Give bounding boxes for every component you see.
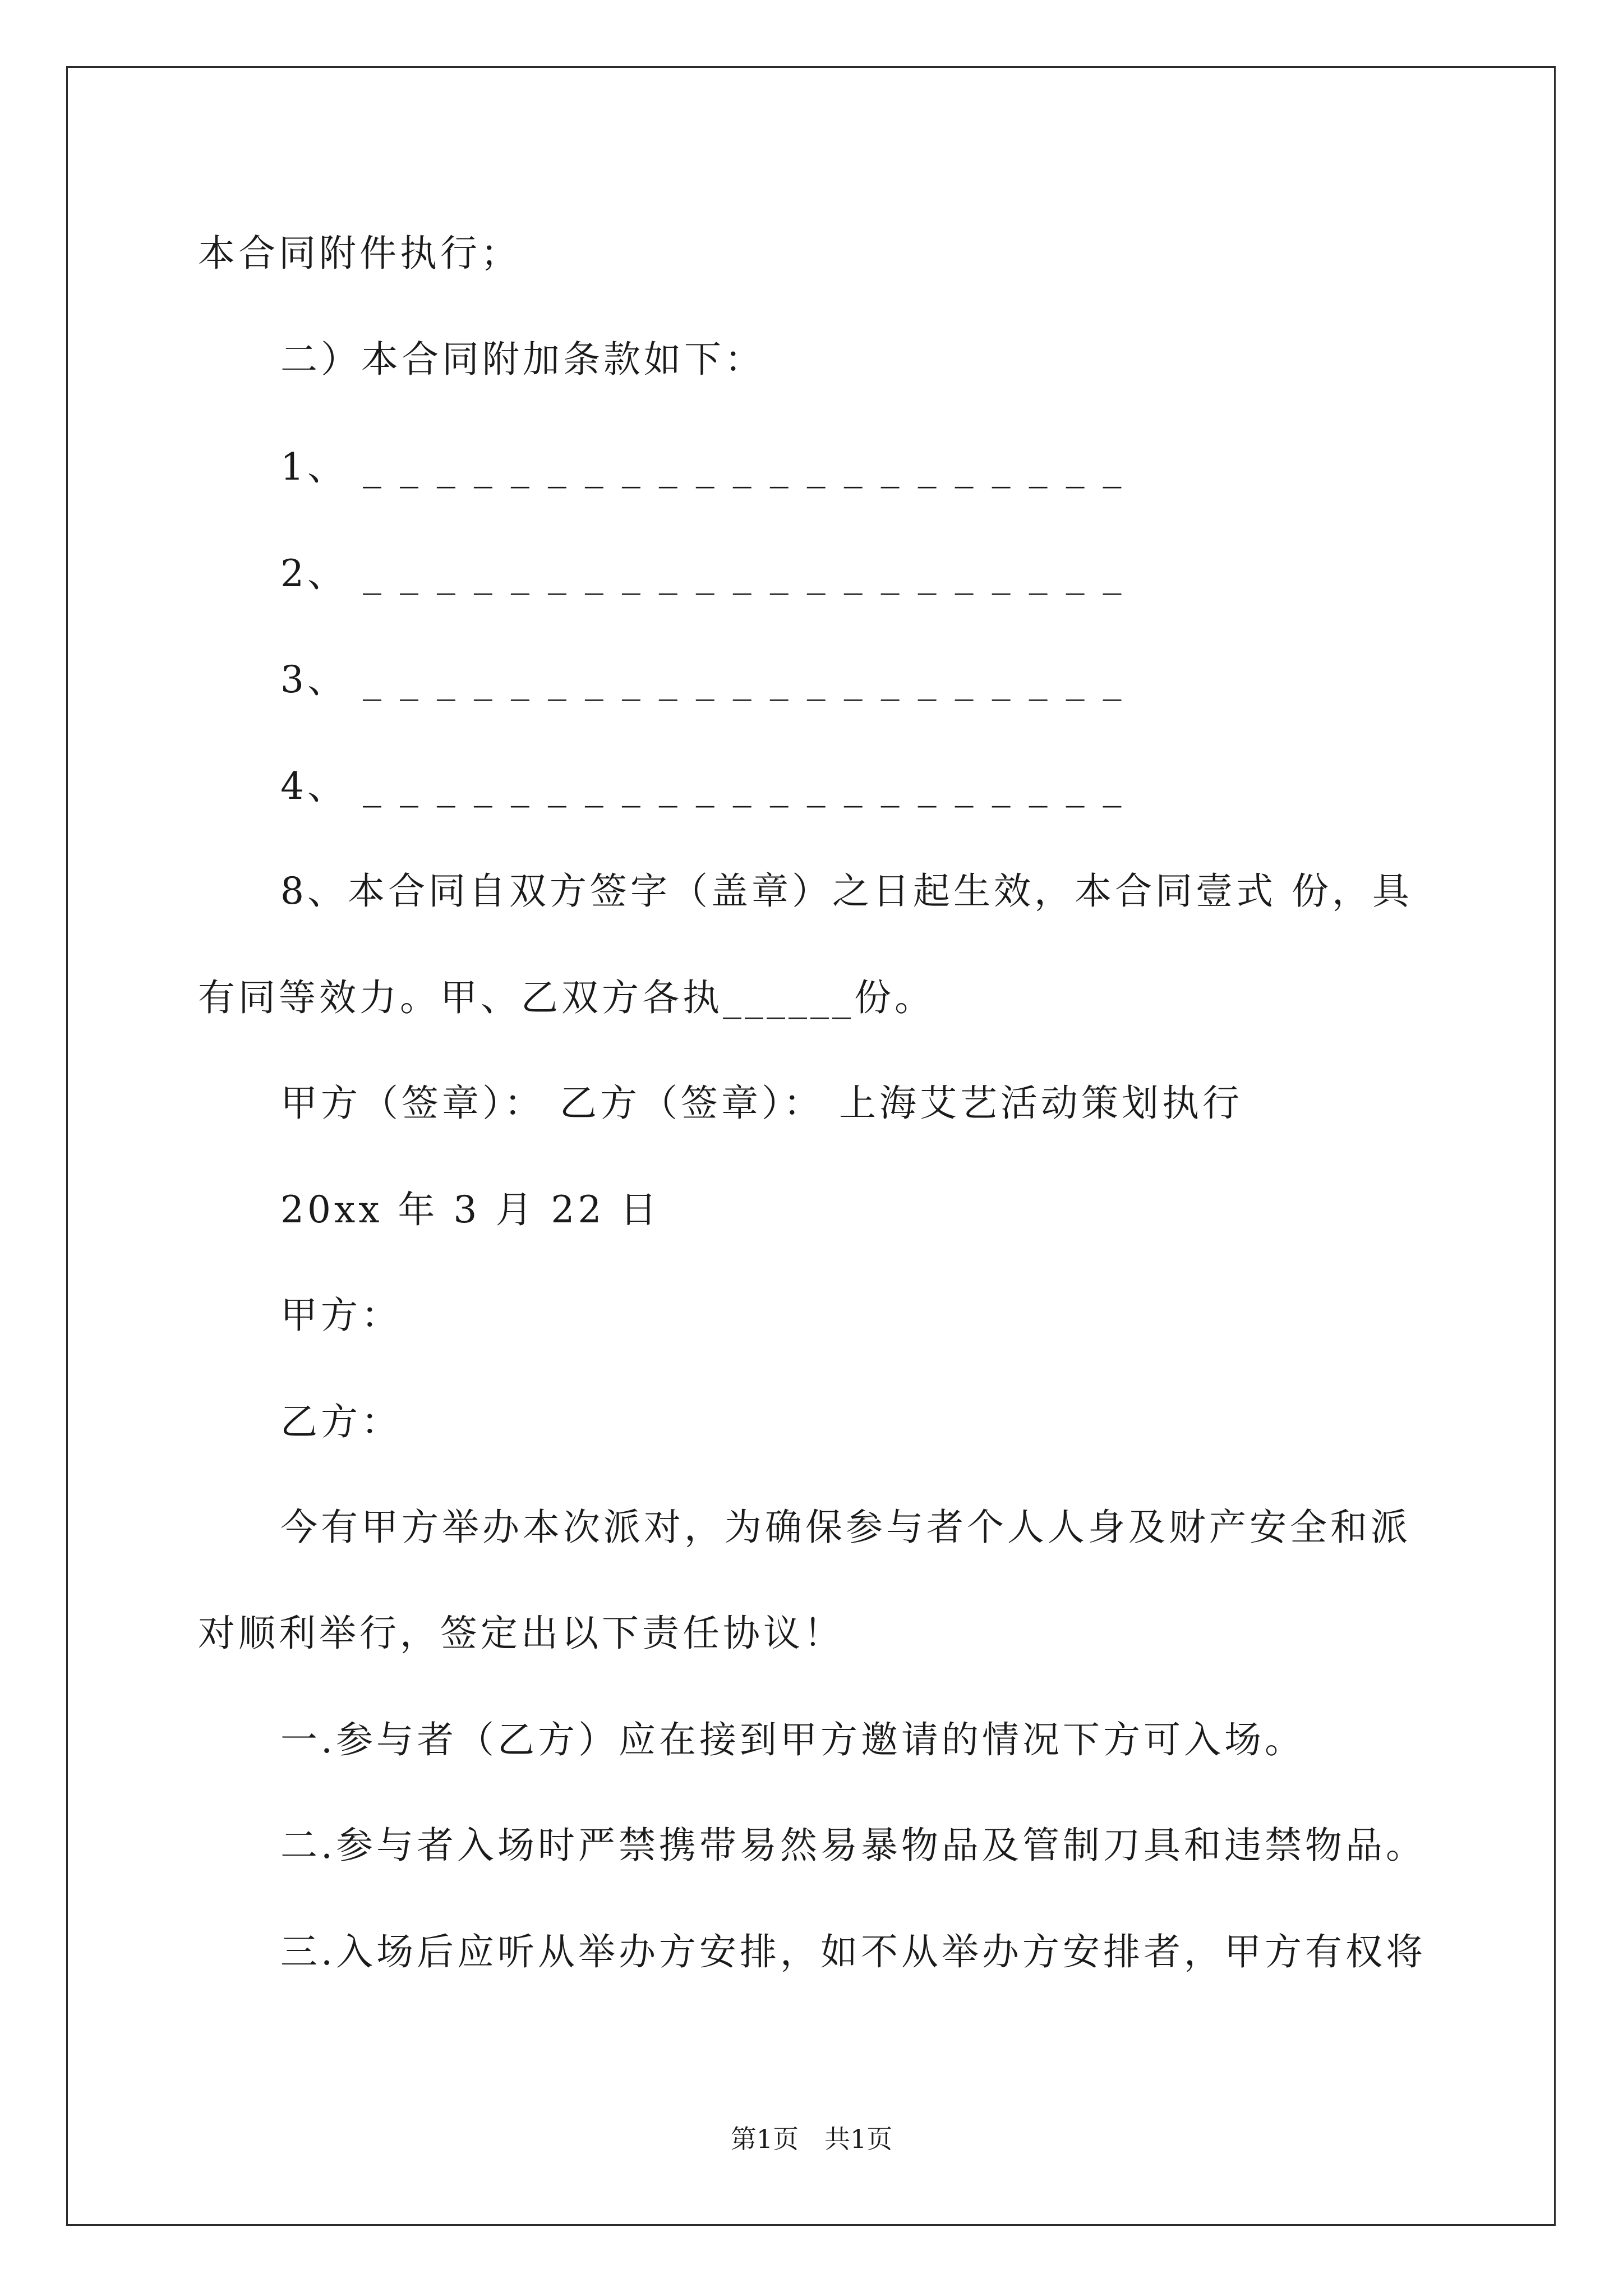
page-footer: 第1页 共1页 [730, 2124, 893, 2154]
party-a-line: 甲方： [280, 1294, 402, 1337]
clause-2: 二.参与者入场时严禁携带易然易暴物品及管制刀具和违禁物品。 [280, 1824, 1426, 1867]
text-line-13: 今有甲方举办本次派对，为确保参与者个人人身及财产安全和派 [280, 1506, 1411, 1549]
signature-line: 甲方（签章）： 乙方（签章）： 上海艾艺活动策划执行 [280, 1082, 1243, 1125]
blank-item-4: 4、 _ _ _ _ _ _ _ _ _ _ _ _ _ _ _ _ _ _ _ _ _ [280, 765, 1125, 808]
page-border [66, 66, 1556, 2226]
clause-1: 一.参与者（乙方）应在接到甲方邀请的情况下方可入场。 [280, 1718, 1305, 1761]
clause-3: 三.入场后应听从举办方安排，如不从举办方安排者，甲方有权将 [280, 1930, 1426, 1973]
text-line-2: 二）本合同附加条款如下： [280, 338, 765, 381]
blank-item-2: 2、 _ _ _ _ _ _ _ _ _ _ _ _ _ _ _ _ _ _ _ _ _ [280, 552, 1125, 595]
text-line-14: 对顺利举行，签定出以下责任协议！ [198, 1612, 844, 1655]
party-b-line: 乙方： [280, 1400, 402, 1443]
text-line-7: 8、本合同自双方签字（盖章）之日起生效，本合同壹式 份，具 [280, 869, 1413, 913]
text-line-8: 有同等效力。甲、乙双方各执______份。 [198, 976, 935, 1019]
blank-item-3: 3、 _ _ _ _ _ _ _ _ _ _ _ _ _ _ _ _ _ _ _ _ _ [280, 658, 1125, 701]
text-line-1: 本合同附件执行； [198, 232, 521, 275]
date-line: 20xx 年 3 月 22 日 [280, 1188, 661, 1231]
blank-item-1: 1、 _ _ _ _ _ _ _ _ _ _ _ _ _ _ _ _ _ _ _ _ _ [280, 445, 1125, 489]
